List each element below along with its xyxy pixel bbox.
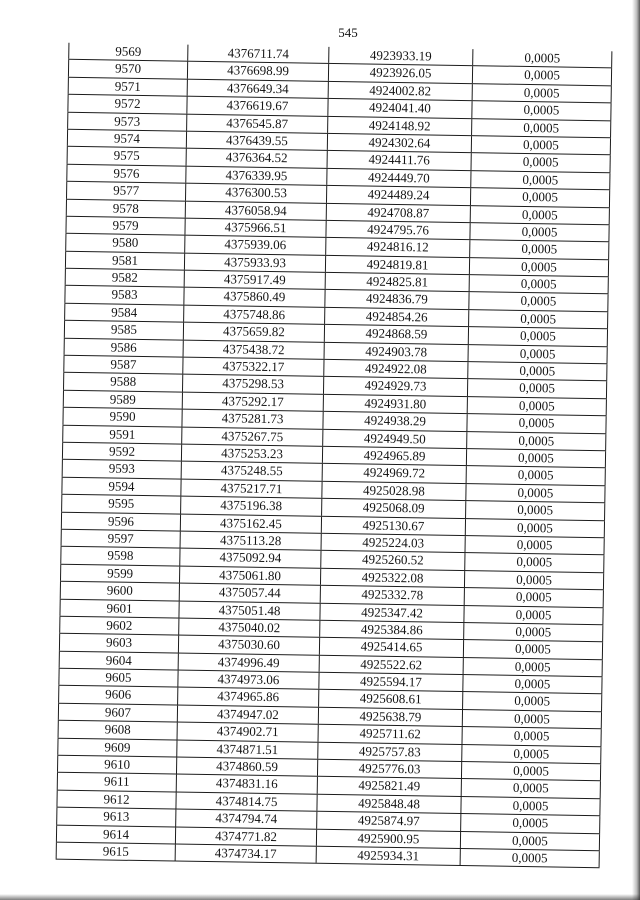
value-cell: 0,0005 bbox=[470, 171, 610, 190]
point-number-cell: 9595 bbox=[61, 495, 180, 513]
y-coordinate-cell: 4924922.08 bbox=[323, 360, 467, 379]
y-coordinate-cell: 4924854.26 bbox=[324, 308, 468, 327]
x-coordinate-cell: 4376439.55 bbox=[186, 132, 327, 151]
value-cell: 0,0005 bbox=[460, 814, 600, 833]
value-cell: 0,0005 bbox=[466, 414, 606, 433]
x-coordinate-cell: 4374973.06 bbox=[177, 671, 318, 690]
value-cell: 0,0005 bbox=[461, 727, 601, 746]
value-cell: 0,0005 bbox=[465, 484, 605, 503]
y-coordinate-cell: 4924825.81 bbox=[325, 273, 469, 292]
point-number-cell: 9598 bbox=[60, 547, 179, 565]
x-coordinate-cell: 4374831.16 bbox=[176, 775, 317, 794]
y-coordinate-cell: 4924938.29 bbox=[322, 412, 466, 431]
y-coordinate-cell: 4924929.73 bbox=[323, 377, 467, 396]
y-coordinate-cell: 4925821.49 bbox=[317, 777, 461, 796]
scan-edge-bottom bbox=[0, 894, 640, 900]
y-coordinate-cell: 4924903.78 bbox=[324, 342, 468, 361]
x-coordinate-cell: 4376058.94 bbox=[185, 201, 326, 220]
point-number-cell: 9592 bbox=[62, 443, 181, 461]
value-cell: 0,0005 bbox=[465, 501, 605, 520]
point-number-cell: 9570 bbox=[68, 60, 187, 78]
y-coordinate-cell: 4925332.78 bbox=[320, 586, 464, 605]
value-cell: 0,0005 bbox=[464, 571, 604, 590]
x-coordinate-cell: 4375217.71 bbox=[180, 479, 321, 498]
value-cell: 0,0005 bbox=[463, 658, 603, 677]
value-cell: 0,0005 bbox=[467, 380, 607, 399]
value-cell: 0,0005 bbox=[465, 519, 605, 538]
x-coordinate-cell: 4376698.99 bbox=[187, 62, 328, 81]
x-coordinate-cell: 4374814.75 bbox=[175, 792, 316, 811]
x-coordinate-cell: 4374902.71 bbox=[177, 723, 318, 742]
coordinates-table bbox=[56, 43, 613, 869]
value-cell: 0,0005 bbox=[464, 553, 604, 572]
value-cell: 0,0005 bbox=[471, 153, 611, 172]
value-cell: 0,0005 bbox=[472, 49, 612, 68]
y-coordinate-cell: 4925068.09 bbox=[321, 499, 465, 518]
y-coordinate-cell: 4923933.19 bbox=[328, 47, 472, 66]
y-coordinate-cell: 4925934.31 bbox=[316, 847, 460, 866]
value-cell: 0,0005 bbox=[466, 432, 606, 451]
x-coordinate-cell: 4375438.72 bbox=[183, 340, 324, 359]
y-coordinate-cell: 4925347.42 bbox=[319, 603, 463, 622]
y-coordinate-cell: 4925848.48 bbox=[316, 795, 460, 814]
y-coordinate-cell: 4924969.72 bbox=[322, 464, 466, 483]
y-coordinate-cell: 4923926.05 bbox=[328, 64, 472, 83]
value-cell: 0,0005 bbox=[468, 327, 608, 346]
x-coordinate-cell: 4375917.49 bbox=[184, 271, 325, 290]
x-coordinate-cell: 4375966.51 bbox=[184, 219, 325, 238]
y-coordinate-cell: 4925874.97 bbox=[316, 812, 460, 831]
value-cell: 0,0005 bbox=[462, 710, 602, 729]
x-coordinate-cell: 4374734.17 bbox=[175, 845, 316, 864]
value-cell: 0,0005 bbox=[465, 536, 605, 555]
point-number-cell: 9576 bbox=[66, 164, 185, 182]
y-coordinate-cell: 4924302.64 bbox=[327, 134, 471, 153]
x-coordinate-cell: 4375162.45 bbox=[180, 514, 321, 533]
point-number-cell: 9577 bbox=[66, 182, 185, 200]
y-coordinate-cell: 4925757.83 bbox=[317, 742, 461, 761]
value-cell: 0,0005 bbox=[467, 362, 607, 381]
value-cell: 0,0005 bbox=[461, 745, 601, 764]
point-number-cell: 9597 bbox=[61, 530, 180, 548]
point-number-cell: 9602 bbox=[59, 617, 178, 635]
y-coordinate-cell: 4924795.76 bbox=[325, 221, 469, 240]
y-coordinate-cell: 4924965.89 bbox=[322, 447, 466, 466]
value-cell: 0,0005 bbox=[468, 293, 608, 312]
x-coordinate-cell: 4375267.75 bbox=[181, 427, 322, 446]
x-coordinate-cell: 4375113.28 bbox=[180, 532, 321, 551]
x-coordinate-cell: 4374871.51 bbox=[176, 740, 317, 759]
x-coordinate-cell: 4374794.74 bbox=[175, 810, 316, 829]
point-number-cell: 9604 bbox=[59, 651, 178, 669]
x-coordinate-cell: 4375061.80 bbox=[179, 566, 320, 585]
point-number-cell: 9575 bbox=[67, 147, 186, 165]
y-coordinate-cell: 4924819.81 bbox=[325, 256, 469, 275]
x-coordinate-cell: 4376619.67 bbox=[186, 97, 327, 116]
point-number-cell: 9590 bbox=[62, 408, 181, 426]
x-coordinate-cell: 4374860.59 bbox=[176, 758, 317, 777]
point-number-cell: 9605 bbox=[58, 669, 177, 687]
value-cell: 0,0005 bbox=[463, 606, 603, 625]
value-cell: 0,0005 bbox=[471, 136, 611, 155]
point-number-cell: 9586 bbox=[64, 338, 183, 356]
y-coordinate-cell: 4925414.65 bbox=[319, 638, 463, 657]
point-number-cell: 9587 bbox=[63, 356, 182, 374]
point-number-cell: 9583 bbox=[64, 286, 183, 304]
y-coordinate-cell: 4925224.03 bbox=[321, 534, 465, 553]
x-coordinate-cell: 4374771.82 bbox=[175, 827, 316, 846]
value-cell: 0,0005 bbox=[470, 206, 610, 225]
value-cell: 0,0005 bbox=[472, 84, 612, 103]
y-coordinate-cell: 4924041.40 bbox=[327, 99, 471, 118]
point-number-cell: 9584 bbox=[64, 304, 183, 322]
value-cell: 0,0005 bbox=[469, 275, 609, 294]
point-number-cell: 9579 bbox=[65, 217, 184, 235]
x-coordinate-cell: 4375030.60 bbox=[178, 636, 319, 655]
value-cell: 0,0005 bbox=[468, 310, 608, 329]
y-coordinate-cell: 4924002.82 bbox=[328, 82, 472, 101]
point-number-cell: 9578 bbox=[66, 199, 185, 217]
x-coordinate-cell: 4375196.38 bbox=[180, 497, 321, 516]
value-cell: 0,0005 bbox=[463, 640, 603, 659]
value-cell: 0,0005 bbox=[460, 849, 600, 868]
x-coordinate-cell: 4375040.02 bbox=[178, 618, 319, 637]
y-coordinate-cell: 4924836.79 bbox=[324, 290, 468, 309]
y-coordinate-cell: 4925711.62 bbox=[318, 725, 462, 744]
x-coordinate-cell: 4375748.86 bbox=[183, 305, 324, 324]
value-cell: 0,0005 bbox=[472, 67, 612, 86]
x-coordinate-cell: 4376300.53 bbox=[185, 184, 326, 203]
x-coordinate-cell: 4375253.23 bbox=[181, 445, 322, 464]
y-coordinate-cell: 4925384.86 bbox=[319, 621, 463, 640]
point-number-cell: 9585 bbox=[64, 321, 183, 339]
point-number-cell: 9606 bbox=[58, 686, 177, 704]
y-coordinate-cell: 4925638.79 bbox=[318, 708, 462, 727]
x-coordinate-cell: 4376649.34 bbox=[187, 79, 328, 98]
point-number-cell: 9615 bbox=[56, 843, 175, 861]
y-coordinate-cell: 4925130.67 bbox=[321, 516, 465, 535]
value-cell: 0,0005 bbox=[471, 101, 611, 120]
x-coordinate-cell: 4376339.95 bbox=[185, 166, 326, 185]
value-cell: 0,0005 bbox=[462, 675, 602, 694]
x-coordinate-cell: 4374996.49 bbox=[178, 653, 319, 672]
y-coordinate-cell: 4925260.52 bbox=[320, 551, 464, 570]
point-number-cell: 9589 bbox=[63, 391, 182, 409]
point-number-cell: 9613 bbox=[56, 808, 175, 826]
x-coordinate-cell: 4375092.94 bbox=[179, 549, 320, 568]
y-coordinate-cell: 4925322.08 bbox=[320, 569, 464, 588]
x-coordinate-cell: 4374965.86 bbox=[177, 688, 318, 707]
value-cell: 0,0005 bbox=[464, 588, 604, 607]
y-coordinate-cell: 4925608.61 bbox=[318, 690, 462, 709]
point-number-cell: 9596 bbox=[61, 512, 180, 530]
x-coordinate-cell: 4374947.02 bbox=[177, 705, 318, 724]
point-number-cell: 9594 bbox=[61, 477, 180, 495]
value-cell: 0,0005 bbox=[463, 623, 603, 642]
page-number: 545 bbox=[338, 25, 358, 40]
point-number-cell: 9572 bbox=[67, 95, 186, 113]
point-number-cell: 9593 bbox=[62, 460, 181, 478]
point-number-cell: 9607 bbox=[58, 704, 177, 722]
point-number-cell: 9601 bbox=[59, 599, 178, 617]
value-cell: 0,0005 bbox=[462, 692, 602, 711]
point-number-cell: 9580 bbox=[65, 234, 184, 252]
x-coordinate-cell: 4375860.49 bbox=[183, 288, 324, 307]
value-cell: 0,0005 bbox=[470, 188, 610, 207]
point-number-cell: 9611 bbox=[57, 773, 176, 791]
point-number-cell: 9571 bbox=[68, 78, 187, 96]
point-number-cell: 9612 bbox=[56, 790, 175, 808]
y-coordinate-cell: 4925776.03 bbox=[317, 760, 461, 779]
value-cell: 0,0005 bbox=[466, 466, 606, 485]
value-cell: 0,0005 bbox=[461, 762, 601, 781]
value-cell: 0,0005 bbox=[469, 240, 609, 259]
value-cell: 0,0005 bbox=[460, 832, 600, 851]
y-coordinate-cell: 4924449.70 bbox=[326, 169, 470, 188]
point-number-cell: 9600 bbox=[60, 582, 179, 600]
point-number-cell: 9581 bbox=[65, 251, 184, 269]
x-coordinate-cell: 4375057.44 bbox=[179, 584, 320, 603]
scan-edge-right bbox=[632, 0, 640, 900]
x-coordinate-cell: 4375281.73 bbox=[181, 410, 322, 429]
y-coordinate-cell: 4925594.17 bbox=[318, 673, 462, 692]
y-coordinate-cell: 4924489.24 bbox=[326, 186, 470, 205]
point-number-cell: 9588 bbox=[63, 373, 182, 391]
value-cell: 0,0005 bbox=[469, 223, 609, 242]
value-cell: 0,0005 bbox=[469, 258, 609, 277]
x-coordinate-cell: 4375292.17 bbox=[182, 392, 323, 411]
x-coordinate-cell: 4375322.17 bbox=[182, 358, 323, 377]
x-coordinate-cell: 4375248.55 bbox=[181, 462, 322, 481]
x-coordinate-cell: 4375051.48 bbox=[178, 601, 319, 620]
x-coordinate-cell: 4376711.74 bbox=[187, 45, 328, 64]
point-number-cell: 9591 bbox=[62, 425, 181, 443]
y-coordinate-cell: 4925028.98 bbox=[321, 482, 465, 501]
value-cell: 0,0005 bbox=[467, 397, 607, 416]
point-number-cell: 9573 bbox=[67, 112, 186, 130]
point-number-cell: 9610 bbox=[57, 756, 176, 774]
value-cell: 0,0005 bbox=[471, 119, 611, 138]
y-coordinate-cell: 4924931.80 bbox=[323, 395, 467, 414]
value-cell: 0,0005 bbox=[460, 797, 600, 816]
x-coordinate-cell: 4375298.53 bbox=[182, 375, 323, 394]
point-number-cell: 9609 bbox=[57, 738, 176, 756]
x-coordinate-cell: 4375939.06 bbox=[184, 236, 325, 255]
y-coordinate-cell: 4924708.87 bbox=[326, 203, 470, 222]
y-coordinate-cell: 4924816.12 bbox=[325, 238, 469, 257]
point-number-cell: 9608 bbox=[58, 721, 177, 739]
point-number-cell: 9582 bbox=[65, 269, 184, 287]
point-number-cell: 9614 bbox=[56, 825, 175, 843]
value-cell: 0,0005 bbox=[468, 345, 608, 364]
y-coordinate-cell: 4924148.92 bbox=[327, 116, 471, 135]
y-coordinate-cell: 4924868.59 bbox=[324, 325, 468, 344]
y-coordinate-cell: 4924411.76 bbox=[327, 151, 471, 170]
y-coordinate-cell: 4924949.50 bbox=[322, 429, 466, 448]
value-cell: 0,0005 bbox=[466, 449, 606, 468]
point-number-cell: 9569 bbox=[68, 43, 187, 61]
y-coordinate-cell: 4925900.95 bbox=[316, 829, 460, 848]
y-coordinate-cell: 4925522.62 bbox=[319, 655, 463, 674]
point-number-cell: 9599 bbox=[60, 564, 179, 582]
point-number-cell: 9603 bbox=[59, 634, 178, 652]
value-cell: 0,0005 bbox=[461, 779, 601, 798]
point-number-cell: 9574 bbox=[67, 130, 186, 148]
x-coordinate-cell: 4376545.87 bbox=[186, 114, 327, 133]
x-coordinate-cell: 4375659.82 bbox=[183, 323, 324, 342]
x-coordinate-cell: 4375933.93 bbox=[184, 253, 325, 272]
x-coordinate-cell: 4376364.52 bbox=[186, 149, 327, 168]
